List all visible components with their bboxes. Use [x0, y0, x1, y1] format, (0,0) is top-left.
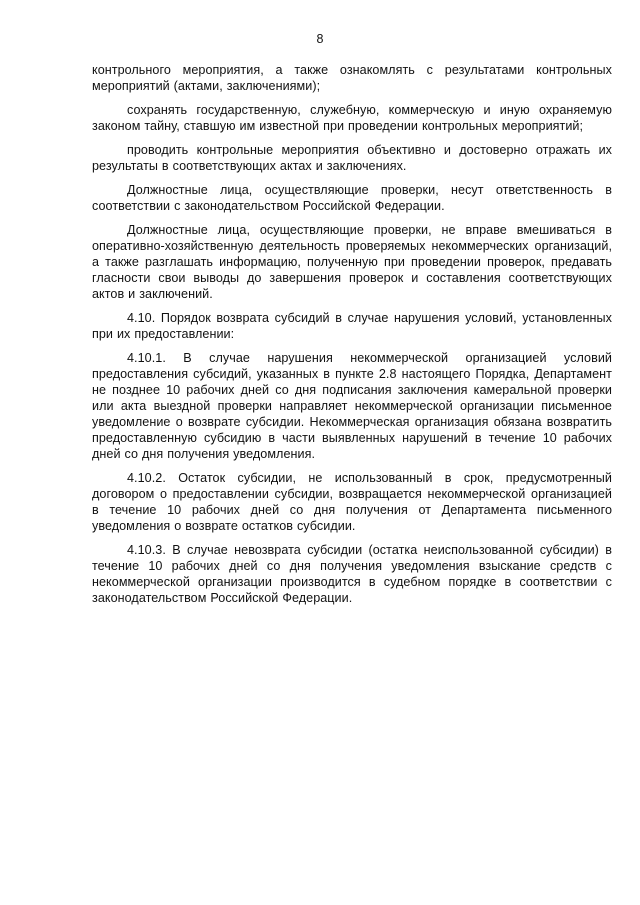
- paragraph-continuation: контрольного мероприятия, а также ознакомлять с результатами контрольных мероприятий (актами, заключениями);: [92, 63, 612, 93]
- paragraph-non-interference: Должностные лица, осуществляющие проверки, не вправе вмешиваться в оперативно-хозяйственную деятельность проверяемых некоммерческих организаций, а также разглашать информацию, полученную при проведении проверок, предавать гласности свои выводы до завершения проверок и составления соответствующих актов и заключений.: [92, 223, 612, 301]
- page-number: 8: [316, 32, 324, 46]
- paragraph-keep-secret: сохранять государственную, служебную, коммерческую и иную охраняемую законом тайну, ставшую им известной при проведении контрольных мероприятий;: [92, 103, 612, 133]
- paragraph-section-4-10-3: 4.10.3. В случае невозврата субсидии (остатка неиспользованной субсидии) в течение 10 рабочих дней со дня получения уведомления взыскание средств с некоммерческой организации производится в судебном порядке в соответствии с законодательством Российской Федерации.: [92, 543, 612, 605]
- paragraph-section-4-10: 4.10. Порядок возврата субсидий в случае нарушения условий, установленных при их предоставлении:: [92, 311, 612, 341]
- document-body: [92, 62, 612, 614]
- paragraph-section-4-10-1: 4.10.1. В случае нарушения некоммерческой организацией условий предоставления субсидий, указанных в пункте 2.8 настоящего Порядка, Департамент не позднее 10 рабочих дней со дня подписания заключения камеральной проверки или акта выездной проверки направляет некоммерческой организации письменное уведомление о возврате субсидии. Некоммерческая организация обязана возвратить предоставленную субсидию в части выявленных нарушений в течение 10 рабочих дней со дня получения уведомления.: [92, 351, 612, 461]
- paragraph-objective-control: проводить контрольные мероприятия объективно и достоверно отражать их результаты в соответствующих актах и заключениях.: [92, 143, 612, 173]
- paragraph-responsibility: Должностные лица, осуществляющие проверки, несут ответственность в соответствии с законодательством Российской Федерации.: [92, 183, 612, 213]
- paragraph-section-4-10-2: 4.10.2. Остаток субсидии, не использованный в срок, предусмотренный договором о предоставлении субсидии, возвращается некоммерческой организацией в течение 10 рабочих дней со дня получения от Департамента письменного уведомления о возврате остатков субсидии.: [92, 471, 612, 533]
